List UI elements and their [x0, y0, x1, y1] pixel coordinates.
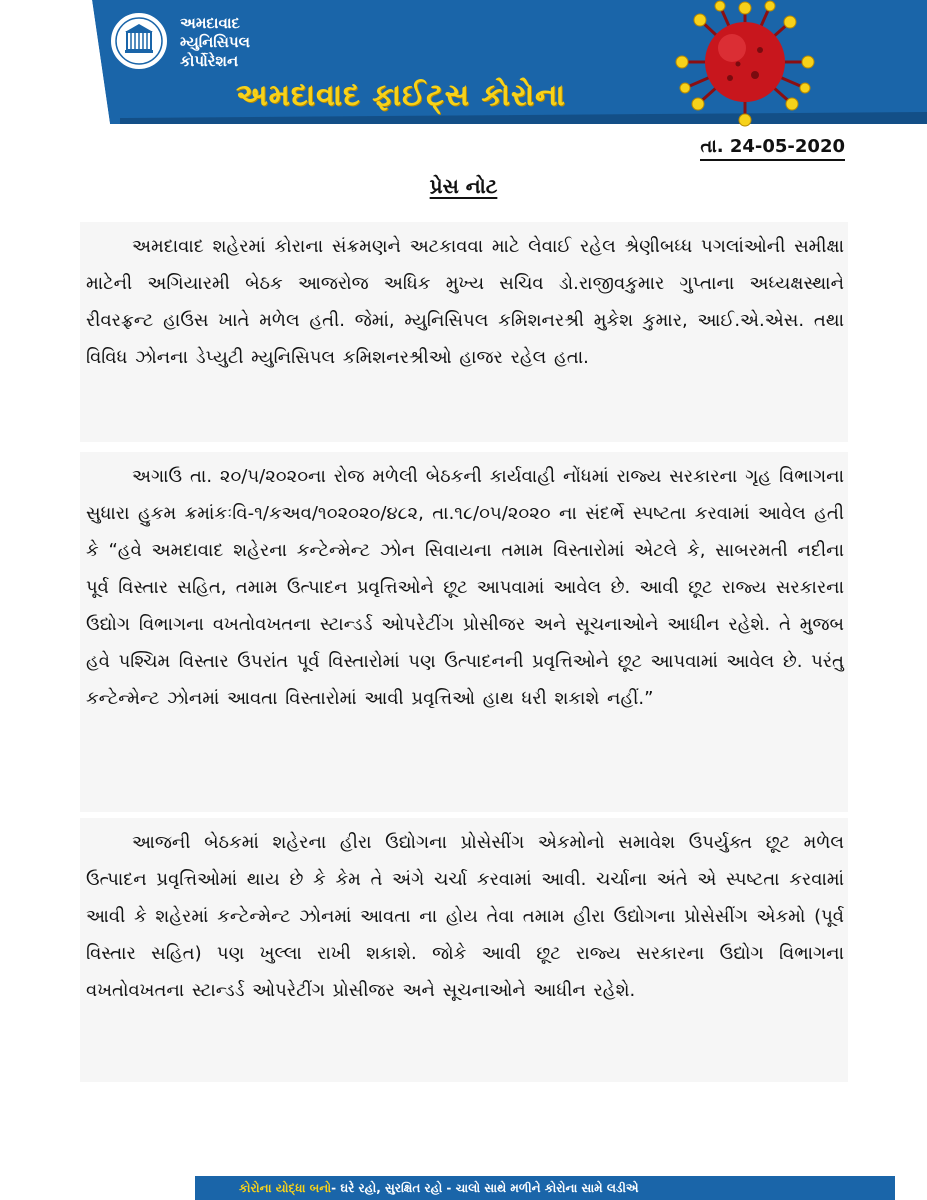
paragraph-block [80, 452, 848, 812]
org-name-line2: મ્યુનિસિપલ [180, 33, 250, 51]
page-footer [0, 1176, 927, 1200]
org-name-line1: અમદાવાદ [180, 14, 240, 32]
paragraph-3: આજની બેઠકમાં શહેરના હીરા ઉદ્યોગના પ્રોસેસીંગ એકમોનો સમાવેશ ઉપર્યુક્ત છૂટ મળેલ ઉત્પાદન પ્રવૃત્તિઓમાં થાય છે કે કેમ તે અંગે ચર્ચા કરવામાં આવી. ચર્ચાના અંતે એ સ્પષ્ટતા કરવામાં આવી કે શહેરમાં કન્ટેન્મેન્ટ ઝોનમાં આવતા ના હોય તેવા તમામ હીરા ઉદ્યોગના પ્રોસેસીંગ એકમો (પૂર્વ વિસ્તાર સહિત) પણ ખુલ્લા રાખી શકાશે. જોકે આવી છૂટ રાજ્ય સરકારના ઉદ્યોગ વિભાગના વખતોવખતના સ્ટાન્ડર્ડ ઓપરેટીંગ પ્રોસીજર અને સૂચનાઓને આધીન રહેશે. [86, 832, 844, 1001]
organization-name [180, 14, 250, 71]
campaign-title: અમદાવાદ ફાઈટ્સ કોરોના [236, 78, 566, 113]
paragraph-block [80, 818, 848, 1082]
amc-logo [108, 10, 170, 72]
coronavirus-illustration [660, 0, 830, 130]
footer-slogan-highlight: કોરોના યોદ્ધા બનો [239, 1180, 332, 1195]
page-header [0, 0, 927, 130]
paragraph-1: અમદાવાદ શહેરમાં કોરાના સંક્રમણને અટકાવવા માટે લેવાઈ રહેલ શ્રેણીબધ્ધ પગલાંઓની સમીક્ષા માટેની અગિયારમી બેઠક આજરોજ અધિક મુખ્ય સચિવ ડો.રાજીવકુમાર ગુપ્તાના અધ્યક્ષસ્થાને રીવરફ્રન્ટ હાઉસ ખાતે મળેલ હતી. જેમાં, મ્યુનિસિપલ કમિશનરશ્રી મુકેશ કુમાર, આઈ.એ.એસ. તથા વિવિધ ઝોનના ડેપ્યુટી મ્યુનિસિપલ કમિશનરશ્રીઓ હાજર રહેલ હતા. [86, 236, 844, 368]
document-title-wrap [0, 174, 927, 198]
paragraph-2: અગાઉ તા. ૨૦/૫/૨૦૨૦ના રોજ મળેલી બેઠકની કાર્યવાહી નોંધમાં રાજ્ય સરકારના ગૃહ વિભાગના સુધારા હુકમ ક્રમાંકઃવિ-૧/કઅવ/૧૦૨૦૨૦/૪૮૨, તા.૧૮/૦૫/૨૦૨૦ ના સંદર્ભે સ્પષ્ટતા કરવામાં આવેલ હતી કે “હવે અમદાવાદ શહેરના કન્ટેન્મેન્ટ ઝોન સિવાયના તમામ વિસ્તારોમાં એટલે કે, સાબરમતી નદીના પૂર્વ વિસ્તાર સહિત, તમામ ઉત્પાદન પ્રવૃત્તિઓને છૂટ આપવામાં આવેલ છે. આવી છૂટ રાજ્ય સરકારના ઉદ્યોગ વિભાગના વખતોવખતના સ્ટાન્ડર્ડ ઓપરેટીંગ પ્રોસીજર અને સૂચનાઓને આધીન રહેશે. તે મુજબ હવે પશ્ચિમ વિસ્તાર ઉપરાંત પૂર્વ વિસ્તારોમાં પણ ઉત્પાદનની પ્રવૃત્તિઓને છૂટ આપવામાં આવેલ છે. પરંતુ કન્ટેન્મેન્ટ ઝોનમાં આવતા વિસ્તારોમાં આવી પ્રવૃત્તિઓ હાથ ધરી શકાશે નહીં.” [86, 466, 844, 709]
paragraph-block [80, 222, 848, 442]
org-name-line3: કોર્પોરેશન [180, 52, 239, 70]
document-title: પ્રેસ નોટ [429, 174, 498, 198]
footer-slogan-text: - ઘરે રહો, સુરક્ષિત રહો - ચાલો સાથે મળીને કોરોના સામે લડીએ [331, 1180, 639, 1195]
document-date: તા. 24-05-2020 [700, 136, 845, 161]
footer-slogan-bar [195, 1176, 895, 1200]
